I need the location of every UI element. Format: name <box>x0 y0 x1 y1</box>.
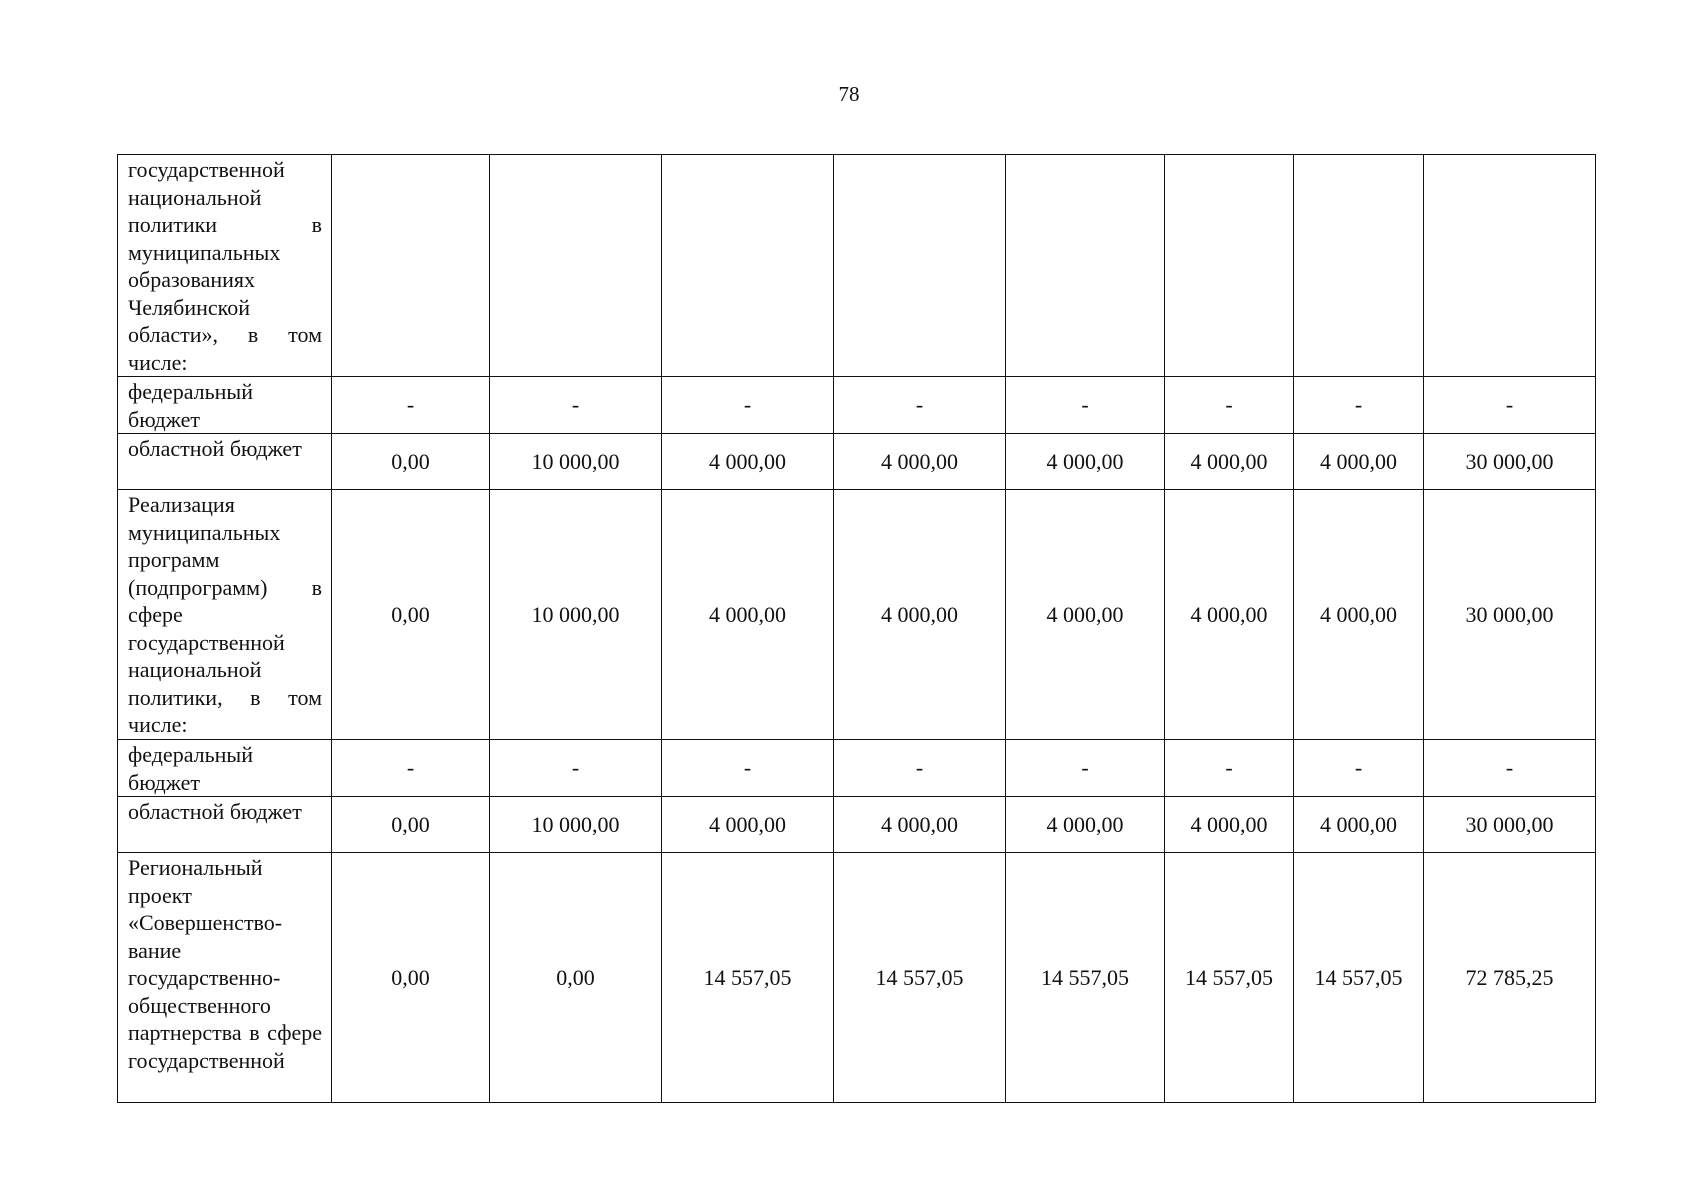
value-cell: 4 000,00 <box>662 434 834 490</box>
value-cell: 4 000,00 <box>662 490 834 740</box>
value-cell: 0,00 <box>490 853 662 1103</box>
value-cell: 4 000,00 <box>834 434 1006 490</box>
row-label: федеральный бюджет <box>118 740 332 797</box>
value-cell: - <box>490 377 662 434</box>
table-row <box>118 377 1596 434</box>
value-cell: - <box>1424 377 1596 434</box>
row-label: областной бюджет <box>118 797 332 853</box>
table-row <box>118 797 1596 853</box>
value-cell: - <box>1294 740 1424 797</box>
value-cell: - <box>490 740 662 797</box>
value-cell: 0,00 <box>332 853 490 1103</box>
value-cell: 4 000,00 <box>1006 434 1165 490</box>
value-cell: 4 000,00 <box>1006 797 1165 853</box>
table-row <box>118 853 1596 1103</box>
value-cell: 4 000,00 <box>834 797 1006 853</box>
value-cell <box>1294 155 1424 377</box>
value-cell: - <box>662 377 834 434</box>
value-cell <box>332 155 490 377</box>
value-cell: 0,00 <box>332 434 490 490</box>
value-cell <box>662 155 834 377</box>
value-cell: - <box>834 377 1006 434</box>
value-cell: 4 000,00 <box>1294 434 1424 490</box>
table-row <box>118 434 1596 490</box>
value-cell <box>490 155 662 377</box>
row-label: областной бюджет <box>118 434 332 490</box>
row-label: Реализация муниципальных программ (подпрограмм) в сфере государственной национальной политики, в том числе: <box>118 490 332 740</box>
value-cell: 0,00 <box>332 797 490 853</box>
value-cell: 4 000,00 <box>1294 797 1424 853</box>
value-cell: - <box>1165 740 1294 797</box>
value-cell: - <box>332 377 490 434</box>
value-cell: 10 000,00 <box>490 797 662 853</box>
value-cell: 10 000,00 <box>490 490 662 740</box>
row-label: государственной национальной политики в муниципальных образованиях Челябинской области», в том числе: <box>118 155 332 377</box>
value-cell <box>1424 155 1596 377</box>
value-cell <box>1165 155 1294 377</box>
value-cell: - <box>662 740 834 797</box>
value-cell: 14 557,05 <box>662 853 834 1103</box>
value-cell: 30 000,00 <box>1424 797 1596 853</box>
value-cell: 72 785,25 <box>1424 853 1596 1103</box>
row-label: федеральный бюджет <box>118 377 332 434</box>
budget-table <box>117 154 1596 1103</box>
value-cell: 14 557,05 <box>1006 853 1165 1103</box>
value-cell: 4 000,00 <box>662 797 834 853</box>
table-row <box>118 740 1596 797</box>
value-cell <box>834 155 1006 377</box>
table-row <box>118 155 1596 377</box>
value-cell: - <box>1165 377 1294 434</box>
value-cell: 30 000,00 <box>1424 490 1596 740</box>
value-cell: 0,00 <box>332 490 490 740</box>
value-cell: 14 557,05 <box>1165 853 1294 1103</box>
value-cell: 4 000,00 <box>834 490 1006 740</box>
value-cell: 30 000,00 <box>1424 434 1596 490</box>
value-cell: - <box>1006 740 1165 797</box>
page-number: 78 <box>838 82 860 106</box>
value-cell: - <box>1294 377 1424 434</box>
table-row <box>118 490 1596 740</box>
value-cell: 14 557,05 <box>1294 853 1424 1103</box>
value-cell: 4 000,00 <box>1165 797 1294 853</box>
value-cell: - <box>332 740 490 797</box>
value-cell <box>1006 155 1165 377</box>
row-label: Региональный проект «Совершенство-вание государственно-общественного партнерства в сфере государственной <box>118 853 332 1103</box>
value-cell: 10 000,00 <box>490 434 662 490</box>
value-cell: 4 000,00 <box>1006 490 1165 740</box>
value-cell: 4 000,00 <box>1294 490 1424 740</box>
value-cell: 4 000,00 <box>1165 490 1294 740</box>
value-cell: 4 000,00 <box>1165 434 1294 490</box>
value-cell: 14 557,05 <box>834 853 1006 1103</box>
value-cell: - <box>1424 740 1596 797</box>
value-cell: - <box>1006 377 1165 434</box>
value-cell: - <box>834 740 1006 797</box>
